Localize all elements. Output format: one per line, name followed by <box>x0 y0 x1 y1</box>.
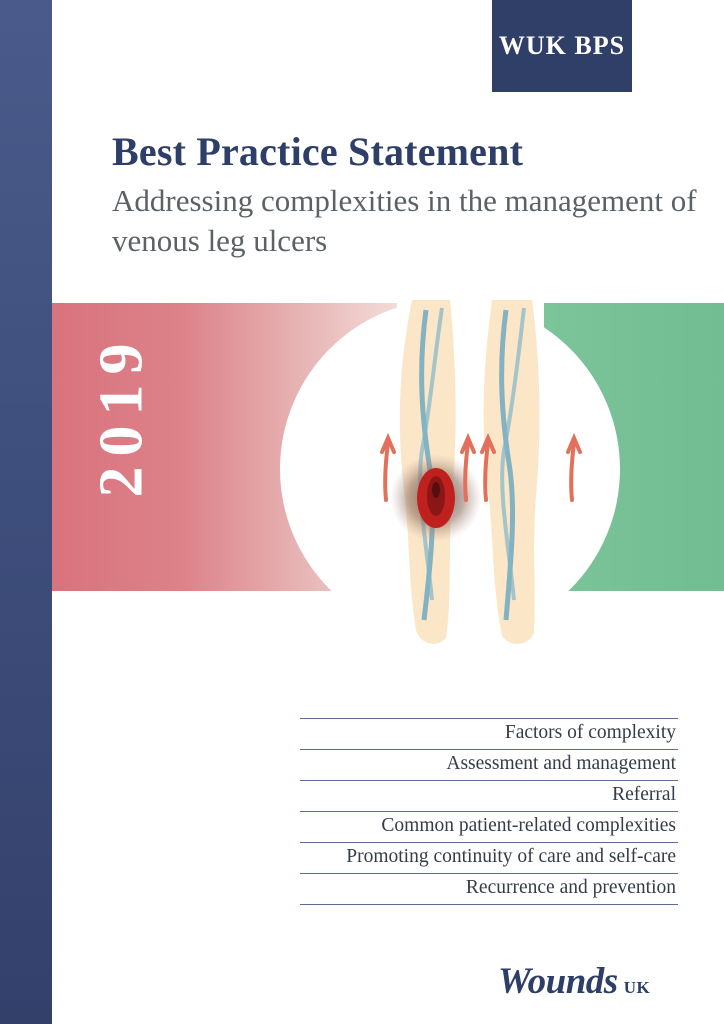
list-item[interactable]: Common patient-related complexities <box>300 812 678 843</box>
logo-sub-text: UK <box>623 978 651 997</box>
page-title: Best Practice Statement <box>112 129 524 174</box>
page-subtitle: Addressing complexities in the management of venous leg ulcers <box>112 183 697 258</box>
left-spine-bar <box>0 0 52 1024</box>
year-label: 2019 <box>87 333 156 498</box>
publication-badge-label: WUK BPS <box>498 31 626 60</box>
list-item[interactable]: Promoting continuity of care and self-care <box>300 843 678 874</box>
list-item[interactable]: Referral <box>300 781 678 812</box>
list-item[interactable]: Assessment and management <box>300 750 678 781</box>
venous-leg-ulcer-illustration <box>360 300 620 650</box>
logo-main-text: Wounds <box>498 961 618 1002</box>
wounds-uk-logo <box>498 960 650 1003</box>
publication-badge <box>492 0 632 92</box>
list-item[interactable]: Recurrence and prevention <box>300 874 678 905</box>
list-item[interactable]: Factors of complexity <box>300 718 678 750</box>
contents-list <box>300 718 678 905</box>
